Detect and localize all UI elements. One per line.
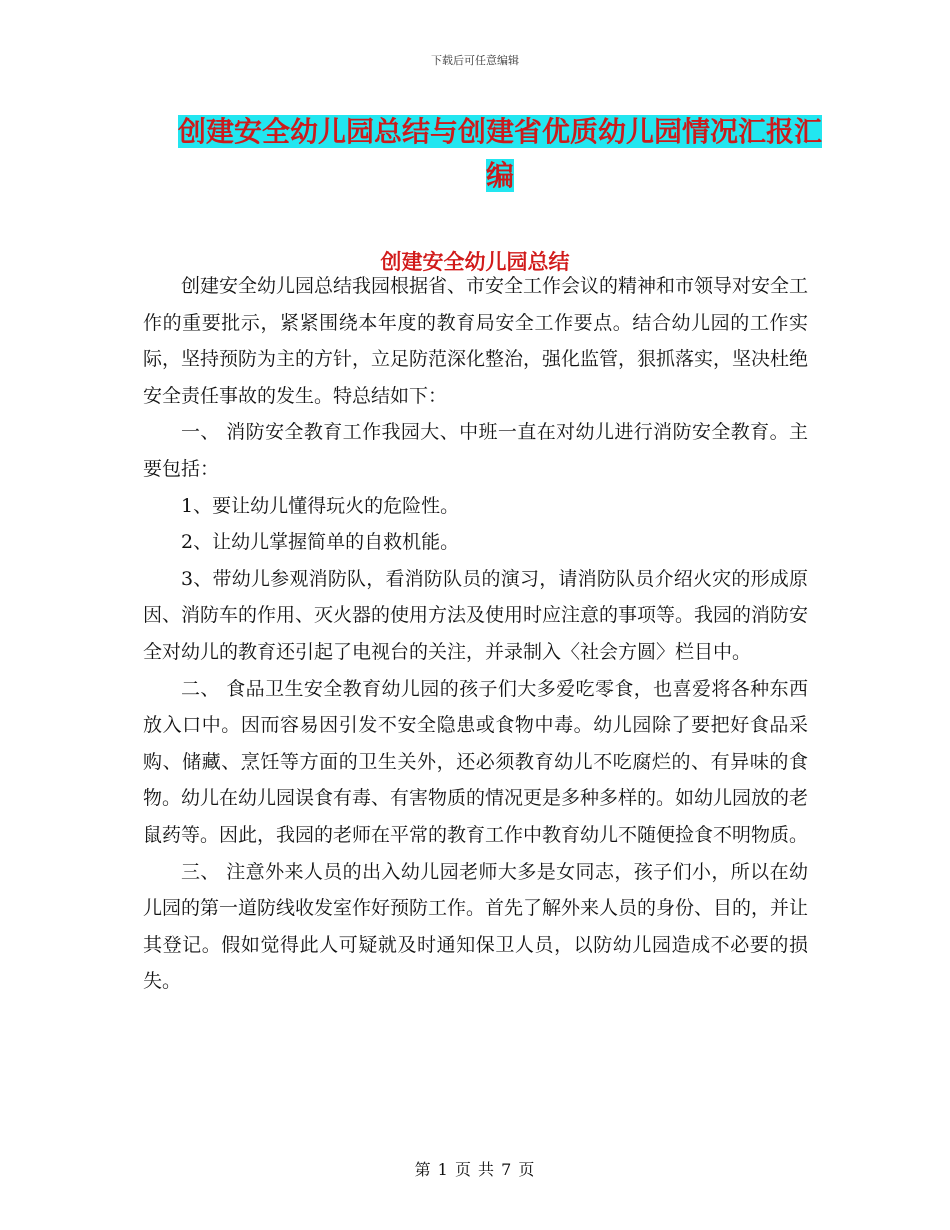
document-title-line-2: 编: [485, 159, 514, 192]
document-title: [150, 110, 850, 198]
page-footer: 第 1 页 共 7 页: [414, 1160, 536, 1179]
paragraph-item-2: 2、让幼儿掌握简单的自救机能。: [181, 531, 460, 554]
paragraph-fire-safety: 一、 消防安全教育工作我园大、中班一直在对幼儿进行消防安全教育。主要包括：: [143, 421, 808, 480]
document-title-line-1: 创建安全幼儿园总结与创建省优质幼儿园情况汇报汇: [177, 115, 822, 148]
paragraph-item-1: 1、要让幼儿懂得玩火的危险性。: [181, 494, 460, 517]
section-title: 创建安全幼儿园总结: [380, 250, 570, 274]
paragraph-visitors: 三、 注意外来人员的出入幼儿园老师大多是女同志，孩子们小，所以在幼儿园的第一道防线收发室作好预防工作。首先了解外来人员的身份、目的，并让其登记。假如觉得此人可疑就及时通知保卫人员，以防幼儿园造成不必要的损失。: [143, 860, 809, 993]
paragraph-intro: 创建安全幼儿园总结我园根据省、市安全工作会议的精神和市领导对安全工作的重要批示，紧紧围绕本年度的教育局安全工作要点。结合幼儿园的工作实际，坚持预防为主的方针，立足防范深化整治，强化监管，狠抓落实，坚决杜绝安全责任事故的发生。特总结如下：: [143, 275, 809, 407]
paragraph-food-safety: 二、 食品卫生安全教育幼儿园的孩子们大多爱吃零食，也喜爱将各种东西放入口中。因而容易因引发不安全隐患或食物中毒。幼儿园除了要把好食品采购、储藏、烹饪等方面的卫生关外，还必须教育幼儿不吃腐烂的、有异味的食物。幼儿在幼儿园误食有毒、有害物质的情况更是多种多样的。如幼儿园放的老鼠药等。因此，我园的老师在平常的教育工作中教育幼儿不随便捡食不明物质。: [143, 677, 809, 846]
document-body: [143, 268, 808, 1000]
paragraph-item-3: 3、带幼儿参观消防队，看消防队员的演习，请消防队员介绍火灾的形成原因、消防车的作用、灭火器的使用方法及使用时应注意的事项等。我园的消防安全对幼儿的教育还引起了电视台的关注，并录制入〈社会方圆〉栏目中。: [143, 567, 809, 663]
page-header-note: 下载后可任意编辑: [431, 54, 519, 67]
